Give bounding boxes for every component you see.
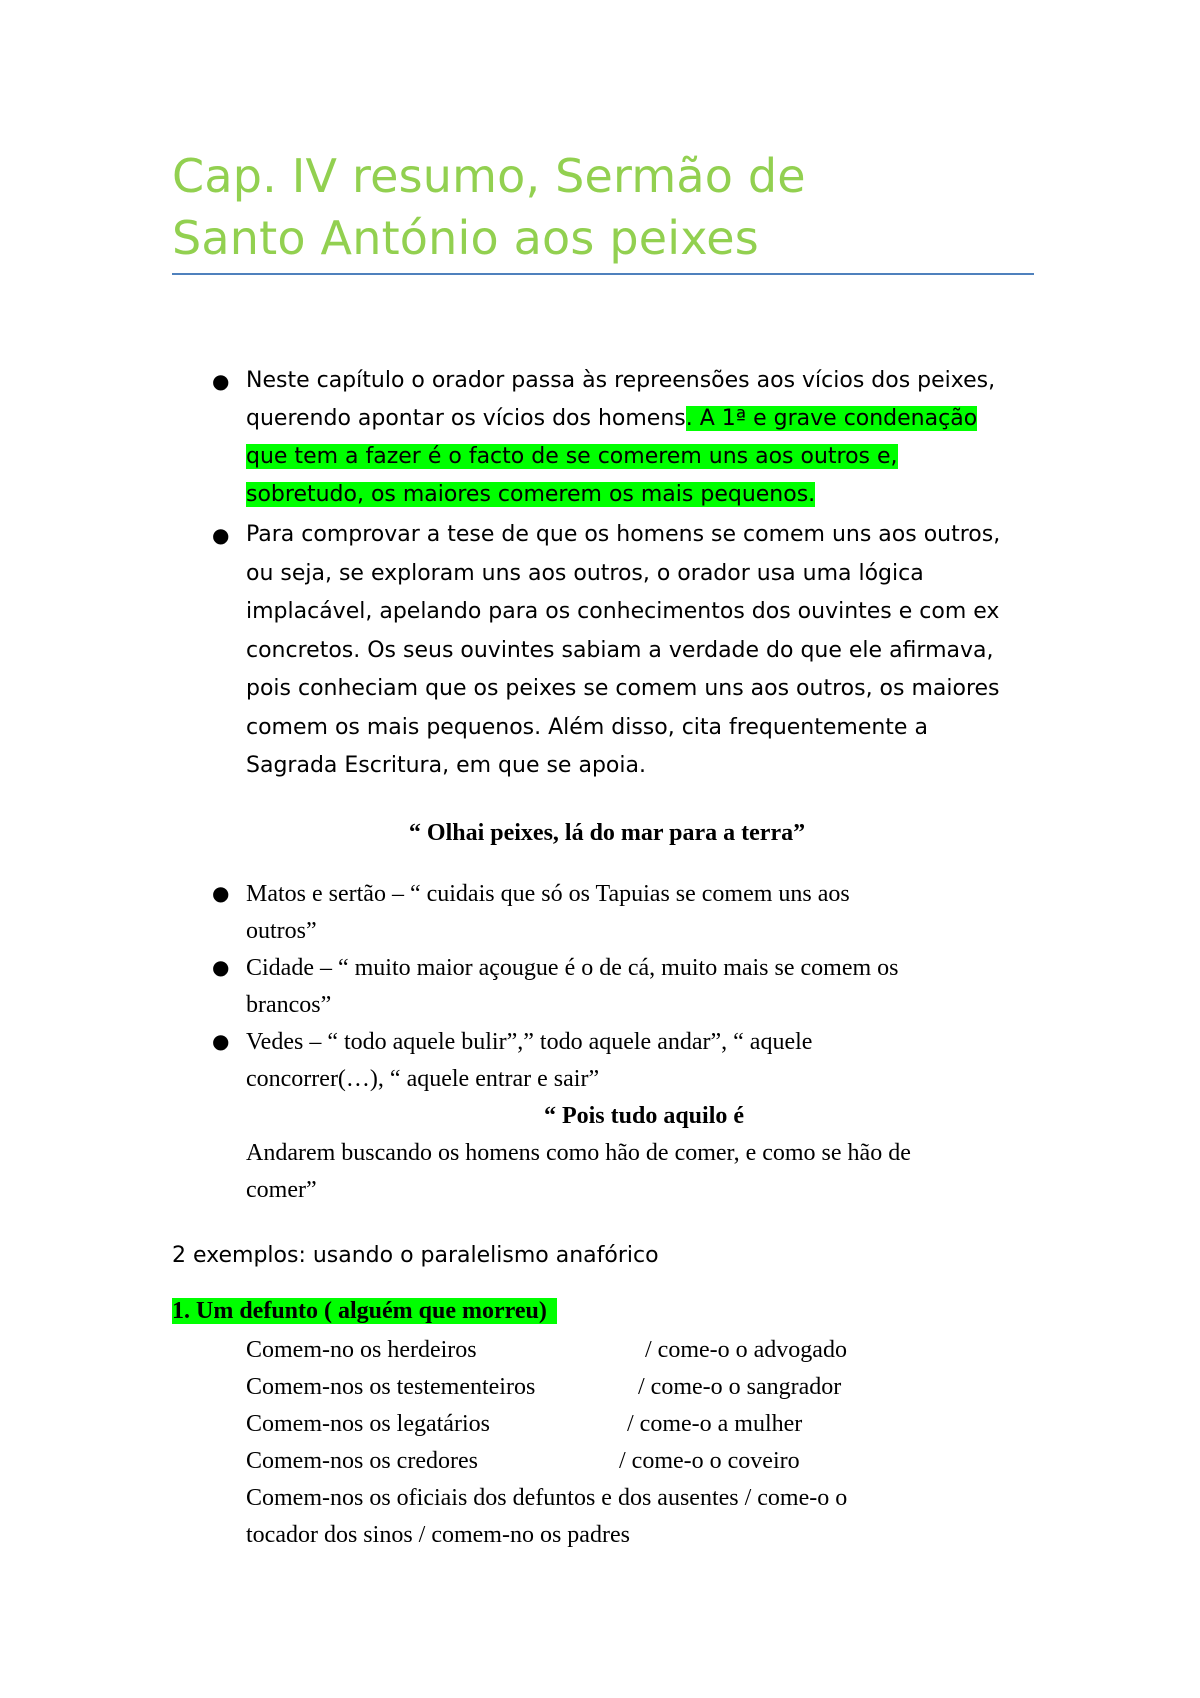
closing-line: Andarem buscando os homens como hão de comer, e como se hão de [246,1140,911,1166]
quote-bullet-1: ● Matos e sertão – “ cuidais que só os Tapuias se comem uns aos outros” [172,876,1042,950]
sub-quote-block [172,1098,1042,1209]
bullet-1-line-1: Neste capítulo o orador passa às repreensões aos vícios dos peixes, [246,368,996,393]
bullet-icon: ● [212,1029,230,1053]
highlight-text: . A 1ª e grave condenação [685,406,978,431]
bullet-icon: ● [212,369,230,393]
quote-bullet-2: ● Cidade – “ muito maior açougue é o de cá, muito mais se comem os brancos” [172,950,1042,1024]
bullet-2-line: pois conheciam que os peixes se comem uns aos outros, os maiores [246,676,1000,701]
title-underline [172,273,1034,275]
example-row: Comem-nos os legatários / come-o a mulher [246,1411,803,1437]
example-1-title-row [172,1293,1042,1329]
bullet-2-line: comem os mais pequenos. Além disso, cita frequentemente a [246,714,928,740]
bullet-2-line: ou seja, se exploram uns aos outros, o orador usa uma lógica [246,560,924,586]
examples-heading: 2 exemplos: usando o paralelismo anafórico [172,1243,659,1268]
bullet-icon: ● [212,523,230,547]
document-title [172,145,1032,269]
example-row: Comem-nos os credores / come-o o coveiro [246,1448,800,1474]
highlight-text: que tem a fazer é o facto de se comerem uns aos outros e, [246,444,898,469]
bullet-1-line-3 [246,438,1042,476]
bullet-1-line-2: querendo apontar os vícios dos homens. A 1ª e grave condenação [246,406,978,431]
example-1-title: 1. Um defunto ( alguém que morreu) [172,1298,557,1324]
quote-bullet-list [172,876,1042,1098]
bullet-icon: ● [212,955,230,979]
closing-line: comer” [246,1177,317,1203]
quote-bullet-3: ● Vedes – “ todo aquele bulir”,” todo aquele andar”, “ aquele concorrer(…), “ aquele entrar e sair” [172,1024,1042,1098]
example-row: Comem-nos os testementeiros / come-o o sangrador [246,1374,842,1400]
bullet-2-line: concretos. Os seus ouvintes sabiam a verdade do que ele afirmava, [246,637,994,663]
bullet-2-line: Sagrada Escritura, em que se apoia. [246,753,646,778]
example-row-long: Comem-nos os oficiais dos defuntos e dos ausentes / come-o o tocador dos sinos / comem-no os padres [246,1485,848,1548]
highlight-text: sobretudo, os maiores comerem os mais pequenos. [246,482,816,507]
bullet-1-line-4 [246,476,1042,514]
bullet-icon: ● [212,881,230,905]
example-row: Comem-no os herdeiros / come-o o advogado [246,1337,847,1363]
title-line-1: Cap. IV resumo, Sermão de [172,149,806,203]
title-line-2: Santo António aos peixes [172,211,759,265]
bullet-2-line: implacável, apelando para os conhecimentos dos ouvintes e com ex [246,599,1000,624]
bullet-2-line: Para comprovar a tese de que os homens se comem uns aos outros, [246,522,1001,547]
main-quote: “ Olhai peixes, lá do mar para a terra” [408,820,806,846]
sub-quote: “ Pois tudo aquilo é [543,1103,745,1129]
bullet-item-2 [172,516,1042,786]
example-1-list [172,1332,1042,1554]
bullet-item-1 [172,362,1042,514]
